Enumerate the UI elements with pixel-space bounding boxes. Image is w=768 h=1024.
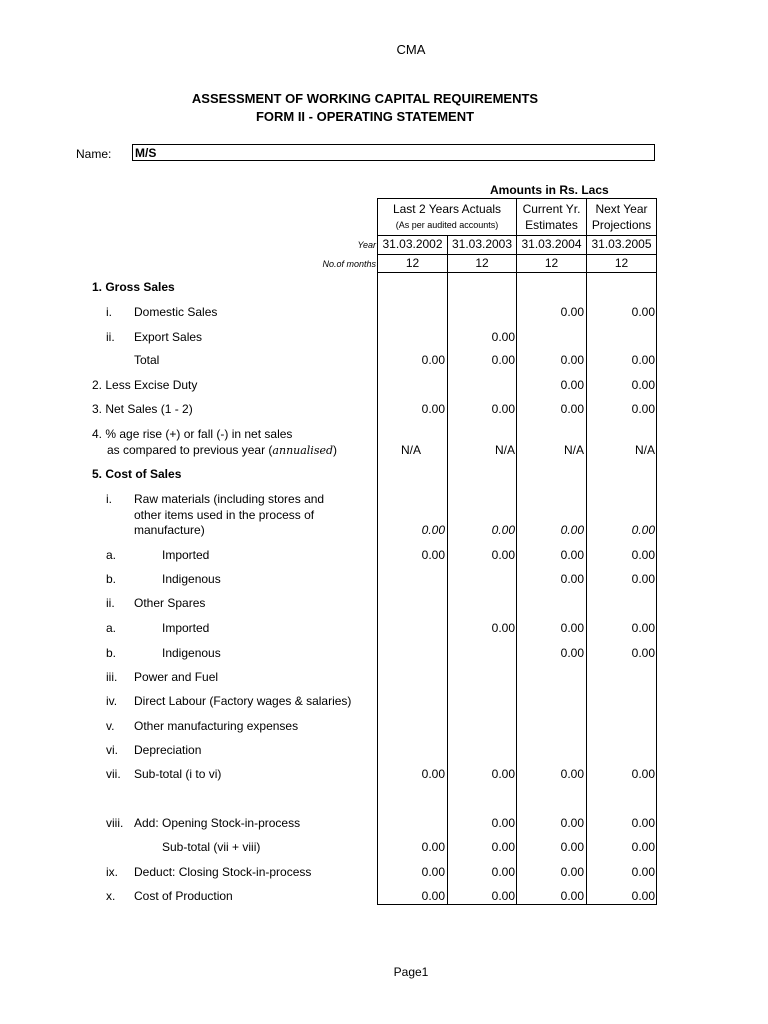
table-row (0, 427, 768, 443)
row-value: 0.00 (491, 353, 515, 367)
row-value: 0.00 (560, 572, 584, 586)
row-value: 0.00 (631, 523, 655, 537)
row-value: 0.00 (560, 523, 584, 537)
months-cell-4: 12 (586, 254, 657, 273)
row-value: 0.00 (560, 840, 584, 854)
row-index: a. (106, 621, 117, 635)
row-value: 0.00 (560, 865, 584, 879)
row-value: 0.00 (421, 889, 445, 903)
table-row (0, 816, 768, 832)
row-value: N/A (563, 443, 584, 457)
months-cell-3: 12 (516, 254, 587, 273)
row-value: 0.00 (491, 865, 515, 879)
table-row (0, 840, 768, 856)
table-row (0, 548, 768, 564)
months-cell-1: 12 (377, 254, 448, 273)
row-index: iv. (106, 694, 118, 708)
header-current-year (516, 198, 587, 236)
row-value: 0.00 (491, 889, 515, 903)
header-next-year-line2: Projections (591, 218, 652, 232)
row-index: a. (106, 548, 117, 562)
row-label: Imported (162, 621, 210, 635)
row-value: 0.00 (491, 523, 515, 537)
header-next-year (586, 198, 657, 236)
year-cell-4: 31.03.2005 (586, 235, 657, 255)
row-label: 3. Net Sales (1 - 2) (92, 402, 193, 416)
row-label: Depreciation (134, 743, 202, 757)
row-value: 0.00 (421, 865, 445, 879)
row-label: Indigenous (162, 646, 221, 660)
header-actuals-label: Last 2 Years Actuals (392, 202, 502, 216)
table-row (0, 646, 768, 662)
row-value: 0.00 (560, 548, 584, 562)
row-value: 0.00 (560, 646, 584, 660)
row-label: Sub-total (i to vi) (134, 767, 222, 781)
row-value: 0.00 (631, 548, 655, 562)
row-label: manufacture) (134, 523, 205, 537)
row-value: 0.00 (631, 889, 655, 903)
row-label: 5. Cost of Sales (92, 467, 182, 481)
table-row (0, 670, 768, 686)
row-value: 0.00 (631, 646, 655, 660)
row-value: 0.00 (421, 402, 445, 416)
table-row (0, 596, 768, 612)
row-value: 0.00 (631, 840, 655, 854)
page-footer: Page1 (393, 965, 429, 979)
year-row-label: Year (357, 240, 376, 250)
row-label: Indigenous (162, 572, 221, 586)
row-index: b. (106, 646, 117, 660)
row-value: 0.00 (631, 572, 655, 586)
row-value: 0.00 (421, 548, 445, 562)
table-row (0, 508, 768, 524)
row-value: 0.00 (631, 378, 655, 392)
table-row (0, 767, 768, 783)
row-index: ix. (106, 865, 118, 879)
row-index: v. (106, 719, 115, 733)
table-row (0, 280, 768, 296)
row-label: other items used in the process of (134, 508, 315, 522)
row-value: 0.00 (421, 840, 445, 854)
table-row (0, 402, 768, 418)
row-value: 0.00 (421, 353, 445, 367)
row-label: Sub-total (vii + viii) (162, 840, 261, 854)
row-value: 0.00 (491, 402, 515, 416)
row-index: i. (106, 305, 112, 319)
row-value: 0.00 (631, 353, 655, 367)
row-value: 0.00 (491, 330, 515, 344)
table-row (0, 467, 768, 483)
row-index: i. (106, 492, 112, 506)
year-cell-3: 31.03.2004 (516, 235, 587, 255)
row-value: 0.00 (491, 548, 515, 562)
row-index: vii. (106, 767, 121, 781)
name-value: M/S (135, 146, 157, 160)
table-row (0, 378, 768, 394)
table-row (0, 305, 768, 321)
row-value: 0.00 (560, 816, 584, 830)
row-label: Imported (162, 548, 210, 562)
row-label: Other Spares (134, 596, 206, 610)
row-value: 0.00 (631, 767, 655, 781)
table-row (0, 743, 768, 759)
row-value: N/A (401, 443, 422, 457)
row-label: as compared to previous year (annualised) (107, 443, 338, 457)
form-subtitle: FORM II - OPERATING STATEMENT (255, 109, 475, 124)
row-label: 2. Less Excise Duty (92, 378, 198, 392)
row-value: 0.00 (631, 305, 655, 319)
row-value: 0.00 (491, 816, 515, 830)
row-label: 1. Gross Sales (92, 280, 175, 294)
table-row (0, 621, 768, 637)
table-row (0, 353, 768, 369)
table-row (0, 719, 768, 735)
row-value: 0.00 (560, 621, 584, 635)
row-value: 0.00 (631, 621, 655, 635)
months-cell-2: 12 (447, 254, 517, 273)
header-actuals-note: (As per audited accounts) (395, 220, 499, 230)
row-index: vi. (106, 743, 118, 757)
row-label: Total (134, 353, 160, 367)
row-index: iii. (106, 670, 118, 684)
year-cell-2: 31.03.2003 (447, 235, 517, 255)
row-label: Add: Opening Stock-in-process (134, 816, 301, 830)
row-label: Deduct: Closing Stock-in-process (134, 865, 312, 879)
row-value: 0.00 (560, 378, 584, 392)
row-value: 0.00 (560, 305, 584, 319)
row-value: 0.00 (491, 767, 515, 781)
name-field[interactable] (132, 144, 655, 161)
row-value: 0.00 (421, 523, 445, 537)
row-label: Other manufacturing expenses (134, 719, 299, 733)
table-row (0, 865, 768, 881)
header-actuals-group (377, 198, 517, 236)
row-value: 0.00 (631, 865, 655, 879)
table-row (0, 572, 768, 588)
row-value: 0.00 (491, 621, 515, 635)
table-row (0, 330, 768, 346)
row-label: Raw materials (including stores and (134, 492, 325, 506)
row-value: N/A (494, 443, 515, 457)
header-current-year-line2: Estimates (525, 218, 578, 232)
row-index: b. (106, 572, 117, 586)
name-label: Name: (76, 147, 112, 161)
table-row (0, 443, 768, 459)
row-index: ii. (106, 596, 115, 610)
row-value: 0.00 (631, 816, 655, 830)
row-label: Export Sales (134, 330, 203, 344)
row-value: 0.00 (560, 767, 584, 781)
row-label: Power and Fuel (134, 670, 219, 684)
table-row (0, 694, 768, 710)
row-value: 0.00 (421, 767, 445, 781)
row-value: 0.00 (560, 402, 584, 416)
document-header: CMA (396, 42, 426, 57)
header-current-year-line1: Current Yr. (522, 202, 581, 216)
row-value: 0.00 (560, 889, 584, 903)
row-index: viii. (106, 816, 124, 830)
table-row (0, 492, 768, 508)
year-cell-1: 31.03.2002 (377, 235, 448, 255)
row-value: 0.00 (560, 353, 584, 367)
header-next-year-line1: Next Year (595, 202, 648, 216)
months-row-label: No.of months (322, 259, 376, 269)
row-label: Domestic Sales (134, 305, 218, 319)
amounts-caption: Amounts in Rs. Lacs (490, 183, 609, 197)
row-index: x. (106, 889, 116, 903)
row-value: 0.00 (491, 840, 515, 854)
table-row (0, 523, 768, 539)
document-title: ASSESSMENT OF WORKING CAPITAL REQUIREMENTS (191, 91, 539, 106)
row-label: Cost of Production (134, 889, 233, 903)
row-index: ii. (106, 330, 115, 344)
row-label: 4. % age rise (+) or fall (-) in net sales (92, 427, 293, 441)
table-row (0, 889, 768, 905)
row-value: N/A (634, 443, 655, 457)
row-label: Direct Labour (Factory wages & salaries) (134, 694, 352, 708)
row-value: 0.00 (631, 402, 655, 416)
